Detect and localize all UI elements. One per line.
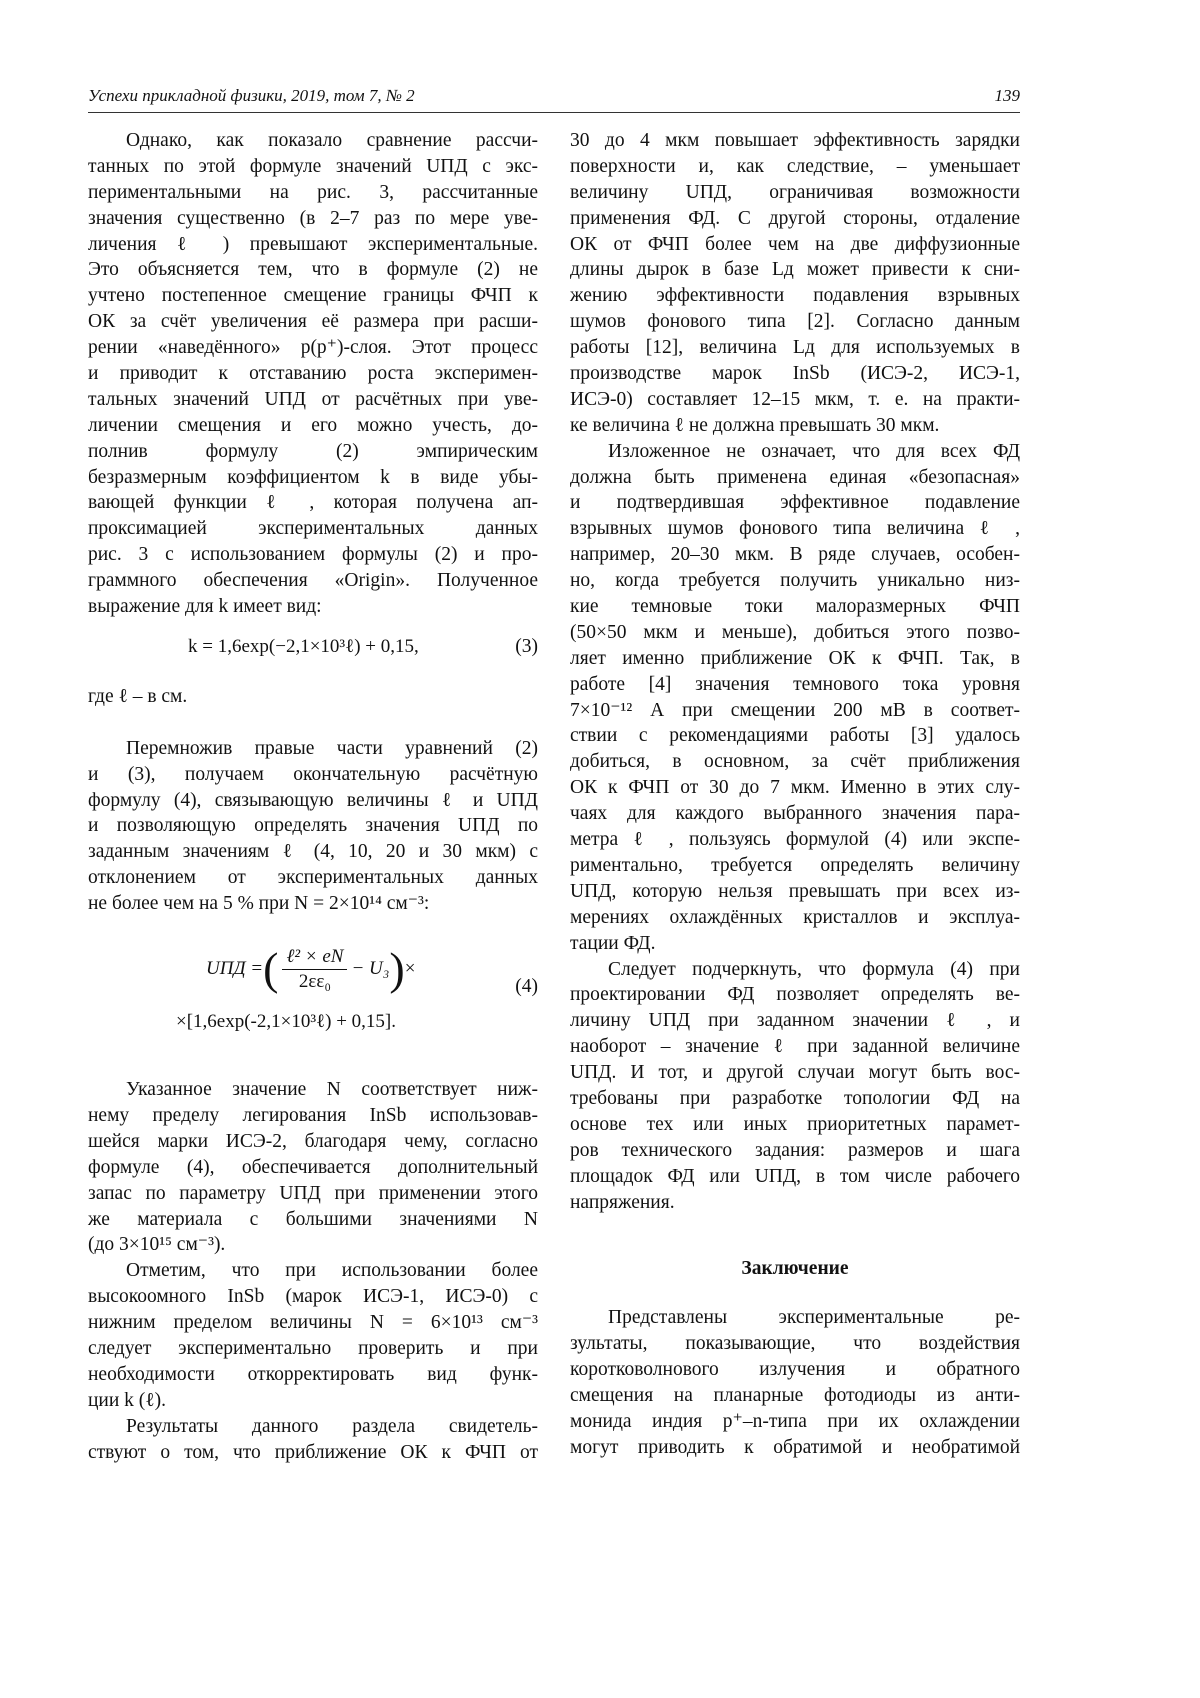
- text-line: высокоомного InSb (марок ИСЭ-1, ИСЭ-0) с: [88, 1284, 538, 1310]
- section-heading: Заключение: [570, 1256, 1020, 1282]
- paragraph: [88, 736, 538, 917]
- text-line: выражение для k имеет вид:: [88, 594, 538, 620]
- text-line: Перемножив правые части уравнений (2): [88, 736, 538, 762]
- equation-line-2: ×[1,6exp(-2,1×10³ℓ) + 0,15].: [176, 1007, 396, 1037]
- text-line: личения ℓ ) превышают экспериментальные.: [88, 232, 538, 258]
- text-line: ОК за счёт увеличения её размера при расши-: [88, 309, 538, 335]
- text-line: шейся марки ИСЭ-2, благодаря чему, согласно: [88, 1129, 538, 1155]
- paragraph: [570, 128, 1020, 439]
- text-line: формуле (4), обеспечивается дополнительный: [88, 1155, 538, 1181]
- text-line: (50×50 мкм и меньше), добиться этого позво-: [570, 620, 1020, 646]
- text-line: например, 20–30 мкм. В ряде случаев, особен-: [570, 542, 1020, 568]
- text-line: проектировании ФД позволяет определять ве-: [570, 982, 1020, 1008]
- text-line: могут приводить к обратимой и необратимой: [570, 1435, 1020, 1461]
- text-line: чаях для каждого выбранного значения пара-: [570, 801, 1020, 827]
- text-line: 7×10⁻¹² А при смещении 200 мВ в соответ-: [570, 698, 1020, 724]
- text-line: жению эффективности подавления взрывных: [570, 283, 1020, 309]
- text-line: танных по этой формуле значений UПД с экс-: [88, 154, 538, 180]
- text-line: и приводит к отставанию роста эксперимен-: [88, 361, 538, 387]
- text-line: не более чем на 5 % при N = 2×10¹⁴ см⁻³:: [88, 891, 538, 917]
- text-line: и позволяющую определять значения UПД по: [88, 813, 538, 839]
- text-line: следует экспериментально проверить и при: [88, 1336, 538, 1362]
- text-line: периментальными на рис. 3, рассчитанные: [88, 180, 538, 206]
- running-header: [88, 84, 1020, 113]
- paragraph: [88, 128, 538, 620]
- equation-expression: k = 1,6exp(−2,1×10³ℓ) + 0,15,: [188, 634, 419, 660]
- text-line: ке величина ℓ не должна превышать 30 мкм.: [570, 413, 1020, 439]
- text-line: зультаты, показывающие, что воздействия: [570, 1331, 1020, 1357]
- text-line: ИСЭ-0) составляет 12–15 мкм, т. е. на практи-: [570, 387, 1020, 413]
- equation-3: [88, 634, 538, 660]
- text-line: заданным значениям ℓ (4, 10, 20 и 30 мкм) с: [88, 839, 538, 865]
- text-line: шумов фонового типа [2]. Согласно данным: [570, 309, 1020, 335]
- right-column: [570, 128, 1020, 1461]
- equation-4: [88, 939, 538, 1049]
- journal-title: Успехи прикладной физики, 2019, том 7, № 2: [88, 86, 415, 106]
- text-line: ров технического задания: размеров и шага: [570, 1138, 1020, 1164]
- times-sign: ×: [405, 958, 416, 980]
- text-line: необходимости откорректировать вид функ-: [88, 1362, 538, 1388]
- paragraph: [570, 439, 1020, 957]
- text-line: Это объясняется тем, что в формуле (2) не: [88, 257, 538, 283]
- text-line: поверхности и, как следствие, – уменьшает: [570, 154, 1020, 180]
- text-line: длины дырок в базе Lд может привести к сни-: [570, 257, 1020, 283]
- text-line: Представлены экспериментальные ре-: [570, 1305, 1020, 1331]
- text-line: отклонением от экспериментальных данных: [88, 865, 538, 891]
- paragraph: [570, 957, 1020, 1216]
- equation-block: [88, 939, 538, 1049]
- equation-block: [88, 634, 538, 660]
- minus-term: − U₃: [351, 958, 389, 980]
- text-line: взрывных шумов фонового типа величина ℓ ,: [570, 516, 1020, 542]
- text-line: и подтвердившая эффективное подавление: [570, 490, 1020, 516]
- paragraph: [88, 1258, 538, 1413]
- text-line: напряжения.: [570, 1190, 1020, 1216]
- equation-line-1: [206, 939, 415, 999]
- text-line: и (3), получаем окончательную расчётную: [88, 762, 538, 788]
- paragraph: [88, 1414, 538, 1466]
- text-line: ствии с рекомендациями работы [3] удалось: [570, 723, 1020, 749]
- left-paren: (: [263, 946, 278, 992]
- text-line: работе [4] значения темнового тока уровня: [570, 672, 1020, 698]
- text-line: коротковолнового излучения и обратного: [570, 1357, 1020, 1383]
- text-line: UПД. И тот, и другой случаи могут быть вос-: [570, 1060, 1020, 1086]
- text-line: ОК от ФЧП более чем на две диффузионные: [570, 232, 1020, 258]
- fraction-numerator: ℓ² × eN: [282, 945, 347, 970]
- text-line: величину UПД, ограничивая возможности: [570, 180, 1020, 206]
- text-line: требованы при разработке топологии ФД на: [570, 1086, 1020, 1112]
- left-column: [88, 128, 538, 1465]
- text-line: Результаты данного раздела свидетель-: [88, 1414, 538, 1440]
- page-number: 139: [995, 86, 1021, 106]
- text-line: метра ℓ , пользуясь формулой (4) или экспе-: [570, 827, 1020, 853]
- text-line: работы [12], величина Lд для используемых в: [570, 335, 1020, 361]
- text-line: UПД, которую нельзя превышать при всех из-: [570, 879, 1020, 905]
- text-line: безразмерным коэффициентом k в виде убы-: [88, 465, 538, 491]
- text-line: монида индия p⁺–n-типа при их охлаждении: [570, 1409, 1020, 1435]
- text-line: основе тех или иных приоритетных парамет-: [570, 1112, 1020, 1138]
- fraction-denominator: 2εε₀: [299, 970, 331, 994]
- text-line: запас по параметру UПД при применении этого: [88, 1181, 538, 1207]
- text-line: где ℓ – в см.: [88, 684, 538, 710]
- text-line: смещения на планарные фотодиоды из анти-: [570, 1383, 1020, 1409]
- text-line: должна быть применена единая «безопасная»: [570, 465, 1020, 491]
- text-line: проксимацией экспериментальных данных: [88, 516, 538, 542]
- text-line: же материала с большими значениями N: [88, 1207, 538, 1233]
- text-line: риментально, требуется определять величину: [570, 853, 1020, 879]
- text-line: производстве марок InSb (ИСЭ-2, ИСЭ-1,: [570, 361, 1020, 387]
- text-line: граммного обеспечения «Origin». Полученное: [88, 568, 538, 594]
- text-line: вающей функции ℓ , которая получена ап-: [88, 490, 538, 516]
- text-line: формулу (4), связывающую величины ℓ и UПД: [88, 788, 538, 814]
- text-line: ляет именно приближение ОК к ФЧП. Так, в: [570, 646, 1020, 672]
- text-line: (до 3×10¹⁵ см⁻³).: [88, 1232, 538, 1258]
- right-paren: ): [389, 946, 404, 992]
- equation-number: (3): [515, 634, 538, 660]
- paragraph: [88, 684, 538, 710]
- text-line: Изложенное не означает, что для всех ФД: [570, 439, 1020, 465]
- text-line: Указанное значение N соответствует ниж-: [88, 1077, 538, 1103]
- text-line: площадок ФД или UПД, в том числе рабочего: [570, 1164, 1020, 1190]
- text-line: Отметим, что при использовании более: [88, 1258, 538, 1284]
- text-line: но, когда требуется получить уникально низ-: [570, 568, 1020, 594]
- text-line: ОК к ФЧП от 30 до 7 мкм. Именно в этих слу-: [570, 775, 1020, 801]
- text-line: значения существенно (в 2–7 раз по мере уве-: [88, 206, 538, 232]
- paragraph: [88, 1077, 538, 1258]
- text-line: нижним пределом величины N = 6×10¹³ см⁻³: [88, 1310, 538, 1336]
- text-line: рис. 3 с использованием формулы (2) и про-: [88, 542, 538, 568]
- text-line: 30 до 4 мкм повышает эффективность зарядки: [570, 128, 1020, 154]
- text-line: добиться, в основном, за счёт приближения: [570, 749, 1020, 775]
- text-line: тации ФД.: [570, 931, 1020, 957]
- fraction: [282, 945, 347, 994]
- text-line: рении «наведённого» p(p⁺)-слоя. Этот процесс: [88, 335, 538, 361]
- section-heading-block: [570, 1256, 1020, 1282]
- text-line: учтено постепенное смещение границы ФЧП к: [88, 283, 538, 309]
- text-line: кие темновые токи малоразмерных ФЧП: [570, 594, 1020, 620]
- text-line: наоборот – значение ℓ при заданной величине: [570, 1034, 1020, 1060]
- text-line: нему пределу легирования InSb использовав-: [88, 1103, 538, 1129]
- text-line: Однако, как показало сравнение рассчи-: [88, 128, 538, 154]
- text-line: ции k (ℓ).: [88, 1388, 538, 1414]
- paragraph: [570, 1305, 1020, 1460]
- equation-lhs: UПД =: [206, 958, 263, 980]
- text-line: личении смещения и его можно учесть, до-: [88, 413, 538, 439]
- text-line: применения ФД. С другой стороны, отдаление: [570, 206, 1020, 232]
- text-line: мерениях охлаждённых кристаллов и эксплуа-: [570, 905, 1020, 931]
- text-line: Следует подчеркнуть, что формула (4) при: [570, 957, 1020, 983]
- text-line: тальных значений UПД от расчётных при уве-: [88, 387, 538, 413]
- text-line: полнив формулу (2) эмпирическим: [88, 439, 538, 465]
- text-line: личину UПД при заданном значении ℓ , и: [570, 1008, 1020, 1034]
- text-line: ствуют о том, что приближение ОК к ФЧП от: [88, 1440, 538, 1466]
- equation-number: (4): [515, 976, 538, 998]
